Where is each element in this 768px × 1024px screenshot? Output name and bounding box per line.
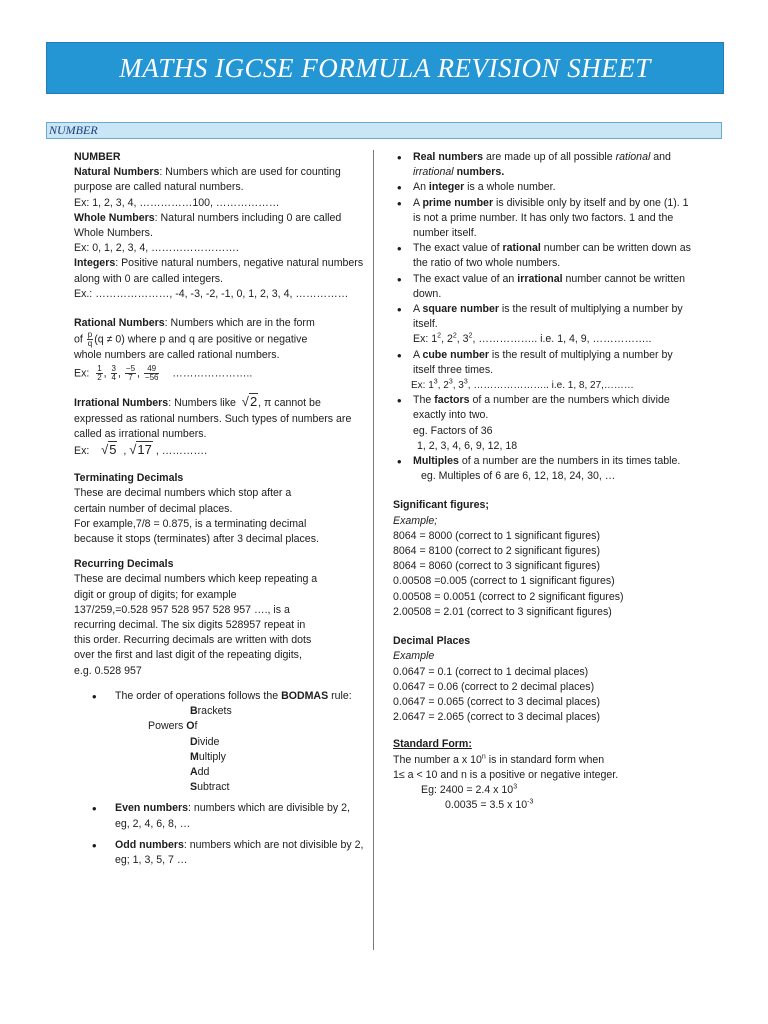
- rational-numbers-example: Ex: $\frac{1}{2}$ , $\frac{3}{4}$ , $\frac{-5}{7}$ , $\frac{49}{-56}$ …………………..: [74, 364, 253, 383]
- irrational-def: • The exact value of an irrational number cannot be written down.: [393, 272, 693, 302]
- whole-numbers: Whole Numbers: Natural numbers including 0 are called Whole Numbers.: [74, 211, 342, 240]
- multiples-eg: eg. Multiples of 6 are 6, 12, 18, 24, 30, …: [421, 470, 616, 483]
- integers-example: Ex.: …………………, -4, -3, -2, -1, 0, 1, 2, 3, 4, ……………: [74, 287, 349, 300]
- right-column: [393, 150, 693, 813]
- standard-form-eg1: Eg: 2400 = 2.4 x $10^3$: [421, 783, 518, 796]
- sigfig-line: 2.00508 = 2.01 (correct to 3 significant figures): [393, 605, 612, 618]
- left-column: [74, 150, 364, 868]
- standard-form-eg2: 0.0035 = 3.5 x $10^{-3}$: [445, 798, 534, 812]
- bodmas-rule: • The order of operations follows the BODMAS rule:: [74, 689, 364, 704]
- prime-def: • A prime number is divisible only by itself and by one (1). 1 is not a prime number. It has only two factors. 1 and the number itself.: [393, 196, 693, 242]
- terminating-line: These are decimal numbers which stop after a: [74, 487, 292, 500]
- sigfig-line: 8064 = 8060 (correct to 3 significant figures): [393, 560, 600, 573]
- title-banner: [46, 42, 724, 94]
- bodmas-multiply: Multiply: [190, 750, 226, 763]
- even-numbers: • Even numbers: numbers which are divisible by 2, eg, 2, 4, 6, 8, …: [74, 801, 364, 831]
- cube-example: Ex: $1^3$, $2^3$, $3^3$, ………………….. i.e. 1, 8, 27,………: [411, 378, 634, 392]
- recurring-line: recurring decimal. The six digits 528957 repeat in: [74, 619, 306, 632]
- integer-def: • An integer is a whole number.: [393, 180, 693, 195]
- natural-numbers: Natural Numbers: Numbers which are used for counting purpose are called natural numbers.: [74, 166, 341, 194]
- irrational-numbers-example: Ex: √5 , √17 , ………….: [74, 442, 208, 458]
- recurring-line: These are decimal numbers which keep repeating a: [74, 573, 318, 586]
- bodmas-add: Add: [190, 765, 210, 778]
- rational-numbers-def: whole numbers are called rational numbers.: [74, 349, 280, 362]
- rational-numbers: Rational Numbers: Numbers which are in the form: [74, 317, 315, 330]
- recurring-line: digit or group of digits; for example: [74, 588, 237, 601]
- sigfig-line: 0.00508 =0.005 (correct to 1 significant figures): [393, 575, 615, 588]
- multiples-def: • Multiples of a number are the numbers in its times table.: [393, 454, 693, 469]
- column-divider: [373, 150, 374, 950]
- standard-form-l1: The number a x 10$^n$ is in standard form when: [393, 752, 605, 766]
- whole-numbers-example: Ex: 0, 1, 2, 3, 4, …………………….: [74, 242, 239, 255]
- rational-numbers-form: of $\frac{p}{q}$ (q ≠ 0) where p and q are positive or negative: [74, 330, 308, 349]
- recurring-heading: Recurring Decimals: [74, 558, 174, 571]
- terminating-heading: Terminating Decimals: [74, 472, 184, 485]
- sigfig-heading: Significant figures;: [393, 499, 489, 512]
- terminating-line: because it stops (terminates) after 3 decimal places.: [74, 533, 319, 546]
- integers: Integers: Positive natural numbers, negative natural numbers along with 0 are called integers.: [74, 257, 364, 285]
- decimal-line: 0.0647 = 0.1 (correct to 1 decimal places): [393, 665, 589, 678]
- sigfig-line: 8064 = 8000 (correct to 1 significant figures): [393, 529, 600, 542]
- bodmas-divide: Divide: [190, 735, 220, 748]
- number-heading: NUMBER: [74, 151, 121, 163]
- decimal-line: 0.0647 = 0.065 (correct to 3 decimal places): [393, 695, 600, 708]
- odd-numbers: • Odd numbers: numbers which are not divisible by 2, eg; 1, 3, 5, 7 …: [74, 838, 364, 868]
- bodmas-subtract: Subtract: [190, 781, 230, 794]
- decimal-line: 0.0647 = 0.06 (correct to 2 decimal places): [393, 680, 595, 693]
- sigfig-line: 8064 = 8100 (correct to 2 significant figures): [393, 545, 600, 558]
- standard-form-heading: Standard Form:: [393, 738, 472, 751]
- factors-list: 1, 2, 3, 4, 6, 9, 12, 18: [417, 439, 518, 452]
- bodmas-list: [74, 689, 364, 795]
- standard-form-l2: 1≤ a < 10 and n is a positive or negative integer.: [393, 768, 619, 781]
- terminating-line: certain number of decimal places.: [74, 502, 233, 515]
- bodmas-brackets: Brackets: [190, 705, 232, 718]
- p-over-q-fraction: $\frac{p}{q}$: [87, 330, 93, 349]
- sigfig-line: 0.00508 = 0.0051 (correct to 2 significant figures): [393, 590, 624, 603]
- cube-def: • A cube number is the result of multiplying a number by itself three times.: [393, 348, 693, 378]
- recurring-line: over the first and last digit of the repeating digits,: [74, 649, 302, 662]
- irrational-numbers: Irrational Numbers: Numbers like √2, π cannot be expressed as rational numbers. Such types of numbers are called as irrational numbers.: [74, 394, 352, 440]
- square-example: Ex: $1^2$, $2^2$, $3^2$, …………….. i.e. 1, 4, 9, ……………..: [413, 332, 652, 346]
- natural-numbers-example: Ex: 1, 2, 3, 4, ……………100, ………………: [74, 196, 280, 209]
- sigfig-subheading: Example;: [393, 514, 438, 527]
- terminating-line: For example,7/8 = 0.875, is a terminating decimal: [74, 517, 307, 530]
- section-bar: [46, 122, 722, 139]
- recurring-line: e.g. 0.528 957: [74, 664, 142, 677]
- page-title: MATHS IGCSE FORMULA REVISION SHEET: [119, 52, 651, 83]
- bodmas-powers: Powers Of: [148, 720, 198, 733]
- decimal-heading: Decimal Places: [393, 635, 471, 648]
- decimal-line: 2.0647 = 2.065 (correct to 3 decimal places): [393, 711, 600, 724]
- recurring-line: this order. Recurring decimals are written with dots: [74, 634, 312, 647]
- factors-def: • The factors of a number are the numbers which divide exactly into two.: [393, 393, 693, 423]
- decimal-subheading: Example: [393, 650, 435, 663]
- recurring-line: 137/259,=0.528 957 528 957 528 957 …., is a: [74, 603, 290, 616]
- factors-eg: eg. Factors of 36: [413, 424, 493, 437]
- section-title: NUMBER: [49, 123, 98, 137]
- rational-def: • The exact value of rational number can be written down as the ratio of two whole numbers.: [393, 241, 693, 271]
- square-def: • A square number is the result of multiplying a number by itself.: [393, 302, 693, 332]
- real-numbers: • Real numbers are made up of all possible rational and irrational numbers.: [393, 150, 693, 180]
